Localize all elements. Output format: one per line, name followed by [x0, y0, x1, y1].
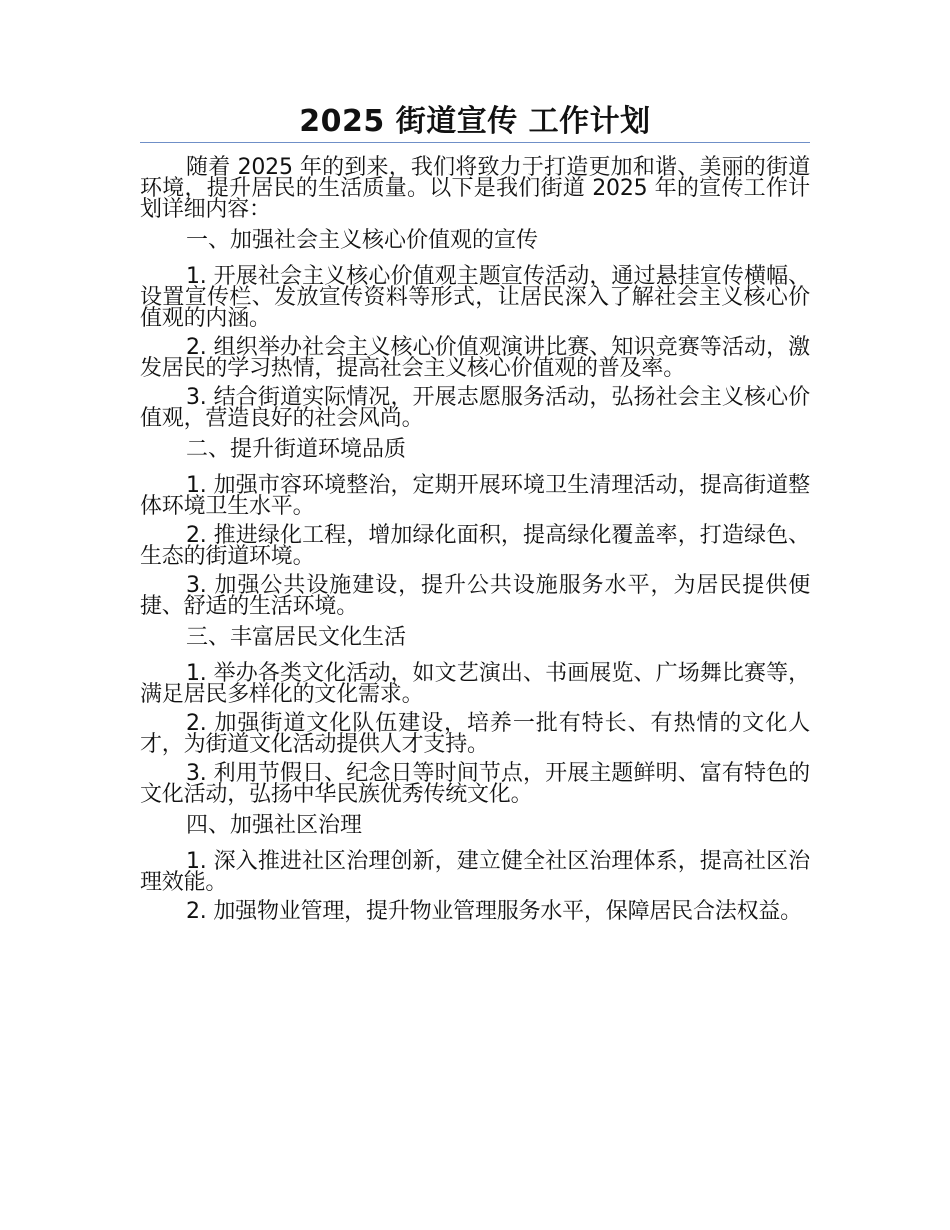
section-1-item-3: 3. 结合街道实际情况，开展志愿服务活动，弘扬社会主义核心价值观，营造良好的社会风尚。 — [140, 385, 810, 431]
intro-paragraph: 随着 2025 年的到来，我们将致力于打造更加和谐、美丽的街道环境，提升居民的生活质量。以下是我们街道 2025 年的宣传工作计划详细内容： — [140, 155, 810, 222]
section-4-item-2: 2. 加强物业管理，提升物业管理服务水平，保障居民合法权益。 — [186, 899, 802, 924]
section-2-item-3: 3. 加强公共设施建设，提升公共设施服务水平，为居民提供便捷、舒适的生活环境。 — [140, 573, 810, 619]
section-4-item-1: 1. 深入推进社区治理创新，建立健全社区治理体系，提高社区治理效能。 — [140, 849, 810, 895]
section-heading-2: 二、提升街道环境品质 — [186, 437, 407, 462]
section-1-item-2: 2. 组织举办社会主义核心价值观演讲比赛、知识竞赛等活动，激发居民的学习热情，提高社会主义核心价值观的普及率。 — [140, 335, 810, 381]
section-1-item-1: 1. 开展社会主义核心价值观主题宣传活动，通过悬挂宣传横幅、设置宣传栏、发放宣传资料等形式，让居民深入了解社会主义核心价值观的内涵。 — [140, 264, 810, 331]
section-3-item-1: 1. 举办各类文化活动，如文艺演出、书画展览、广场舞比赛等，满足居民多样化的文化需求。 — [140, 661, 810, 707]
section-2-item-2: 2. 推进绿化工程，增加绿化面积，提高绿化覆盖率，打造绿色、生态的街道环境。 — [140, 523, 810, 569]
document-title: 2025 街道宣传 工作计划 — [140, 104, 810, 143]
section-heading-1: 一、加强社会主义核心价值观的宣传 — [186, 228, 539, 253]
section-heading-3: 三、丰富居民文化生活 — [186, 625, 407, 650]
section-heading-4: 四、加强社区治理 — [186, 813, 363, 838]
document-body — [140, 157, 810, 922]
section-3-item-3: 3. 利用节假日、纪念日等时间节点，开展主题鲜明、富有特色的文化活动，弘扬中华民族优秀传统文化。 — [140, 761, 810, 807]
section-3-item-2: 2. 加强街道文化队伍建设，培养一批有特长、有热情的文化人才，为街道文化活动提供人才支持。 — [140, 711, 810, 757]
section-2-item-1: 1. 加强市容环境整治，定期开展环境卫生清理活动，提高街道整体环境卫生水平。 — [140, 473, 810, 519]
document-page — [140, 0, 810, 930]
